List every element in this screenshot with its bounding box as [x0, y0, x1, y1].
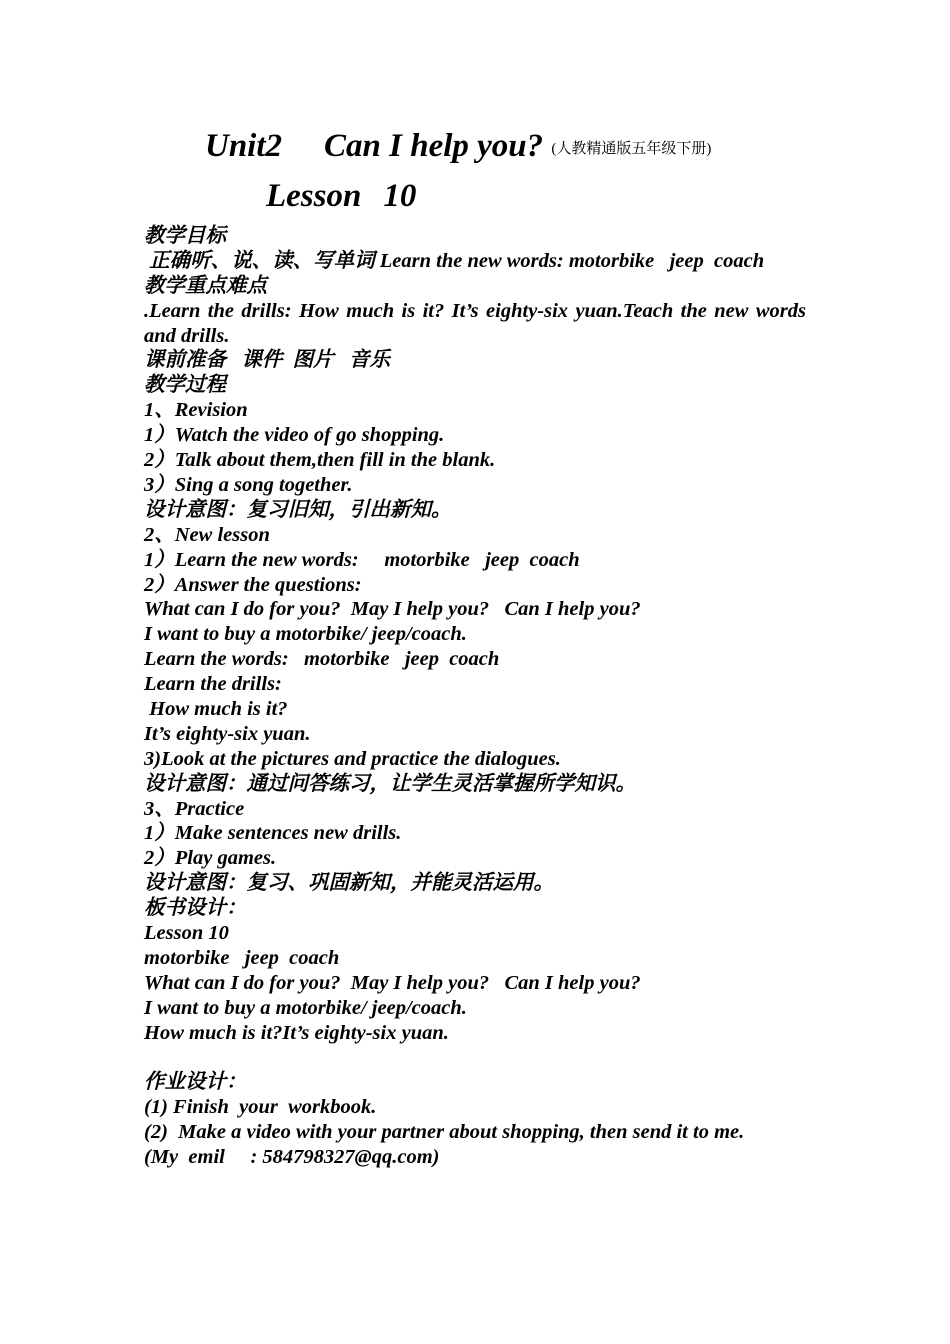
step-revision-item-3: 3）Sing a song together. [144, 473, 353, 496]
new-lesson-words: Learn the words: motorbike jeep coach [144, 648, 500, 671]
unit-title [205, 128, 711, 165]
step-practice: 3、Practice [144, 797, 245, 820]
objectives-text: 正确听、说、读、写单词 Learn the new words: motorbike jeep coach [144, 249, 765, 272]
step-revision-intent: 设计意图：复习旧知，引出新知。 [144, 498, 452, 521]
board-drill: How much is it?It’s eighty-six yuan. [144, 1021, 449, 1044]
new-lesson-answer: I want to buy a motorbike/ jeep/coach. [144, 623, 467, 646]
board-answer: I want to buy a motorbike/ jeep/coach. [144, 996, 467, 1019]
step-practice-item-1: 1）Make sentences new drills. [144, 822, 402, 845]
key-points-heading: 教学重点难点 [144, 274, 267, 297]
key-points-text: .Learn the drills: How much is it? It’s eighty-six yuan.Teach the new words and drills. [144, 299, 806, 347]
new-lesson-drill-question: How much is it? [144, 697, 288, 720]
lesson-number: 10 [383, 178, 417, 214]
step-new-lesson-intent: 设计意图：通过问答练习，让学生灵活掌握所学知识。 [144, 772, 636, 795]
homework-heading: 作业设计： [144, 1071, 247, 1094]
board-words: motorbike jeep coach [144, 946, 340, 969]
objectives-heading: 教学目标 [144, 225, 226, 247]
new-lesson-drill-answer: It’s eighty-six yuan. [144, 722, 311, 745]
step-new-lesson-item-2: 2）Answer the questions: [144, 573, 362, 596]
unit-label: Unit2 [205, 128, 283, 164]
step-revision-item-1: 1）Watch the video of go shopping. [144, 424, 445, 447]
step-new-lesson: 2、New lesson [144, 523, 270, 546]
new-lesson-questions: What can I do for you? May I help you? Can I help you? [144, 598, 641, 621]
edition-note: (人教精通版五年级下册) [551, 141, 712, 157]
preparation-line: 课前准备 课件 图片 音乐 [144, 349, 390, 372]
step-new-lesson-item-3: 3)Look at the pictures and practice the dialogues. [144, 747, 561, 770]
blank-line [144, 1045, 806, 1070]
process-heading: 教学过程 [144, 374, 226, 397]
board-questions: What can I do for you? May I help you? Can I help you? [144, 971, 641, 994]
step-practice-item-2: 2）Play games. [144, 847, 277, 870]
step-revision: 1、Revision [144, 399, 248, 422]
unit-question: Can I help you? [324, 128, 544, 164]
board-design-heading: 板书设计： [144, 897, 247, 920]
board-lesson: Lesson 10 [144, 921, 229, 944]
step-practice-intent: 设计意图：复习、巩固新知，并能灵活运用。 [144, 872, 554, 895]
lesson-title [266, 178, 416, 215]
homework-email: (My emil : 584798327@qq.com) [144, 1145, 440, 1168]
new-lesson-drills: Learn the drills: [144, 673, 282, 696]
step-new-lesson-item-1: 1）Learn the new words: motorbike jeep coach [144, 548, 580, 571]
lesson-word: Lesson [266, 178, 362, 214]
lesson-plan-body [144, 224, 806, 1170]
step-revision-item-2: 2）Talk about them,then fill in the blank. [144, 449, 496, 472]
homework-item-2: (2) Make a video with your partner about shopping, then send it to me. [144, 1121, 745, 1144]
homework-item-1: (1) Finish your workbook. [144, 1096, 377, 1119]
